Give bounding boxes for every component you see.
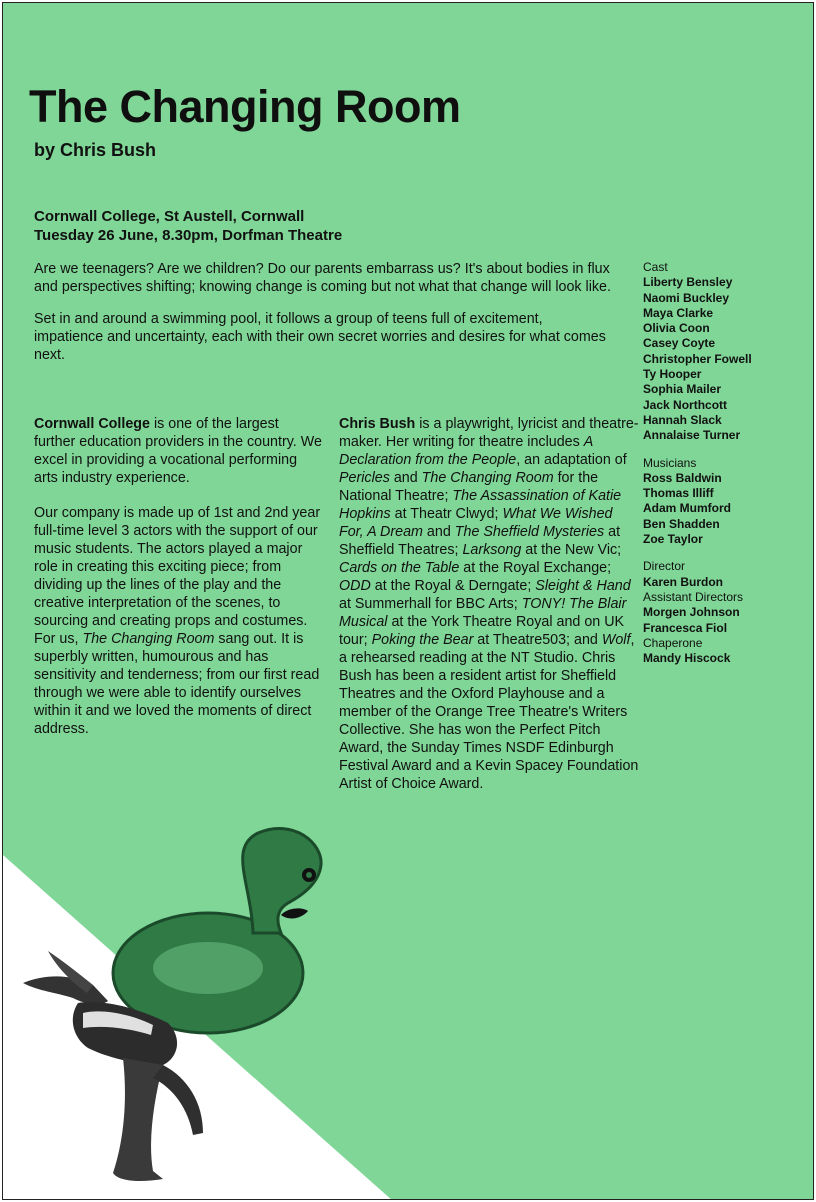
page-title: The Changing Room [29,81,461,132]
venue-location: Cornwall College, St Austell, Cornwall [34,208,305,225]
crew-group [643,559,813,666]
musician: Adam Mumford [643,501,731,516]
college-column [34,415,324,755]
musicians-group [643,456,813,548]
venue-block [34,207,342,245]
bio-paragraph: Chris Bush is a playwright, lyricist and theatre-maker. Her writing for theatre includes A Declaration from the People, an adaptation of Pericles and The Changing Room for the National Theatre; The Assassination of Katie Hopkins at Theatr Clwyd; What We Wished For, A Dream and The Sheffield Mysteries at Sheffield Theatres; Larksong at the New Vic; Cards on the Table at the Royal Exchange; ODD at the Royal & Derngate; Sleight & Hand at Summerhall for BBC Arts; TONY! The Blair Musical at the York Theatre Royal and on UK tour; Poking the Bear at Theatre503; and Wolf, a rehearsed reading at the NT Studio. Chris Bush has been a resident artist for Sheffield Theatres and the Oxford Playhouse and a member of the Orange Tree Theatre's Writers Collective. She has won the Perfect Pitch Award, the Sunday Times NSDF Edinburgh Festival Award and a Kevin Spacey Foundation Artist of Choice Award. [339,416,639,792]
intro-paragraph: Set in and around a swimming pool, it follows a group of teens full of excitement, impatience and uncertainty, each with their own secret worries and desires for what comes next. [34,311,606,363]
chaperone-name: Mandy Hiscock [643,651,731,666]
playwright-bio [339,415,639,810]
director-name: Karen Burdon [643,574,724,589]
director-label: Director [643,559,686,574]
musician: Ross Baldwin [643,470,722,485]
cast-group [643,260,813,444]
assistant-directors-label: Assistant Directors [643,589,744,604]
musicians-label: Musicians [643,455,697,470]
chaperone-label: Chaperone [643,635,703,650]
cast-member: Naomi Buckley [643,290,730,305]
musician: Thomas Illiff [643,486,714,501]
assistant-director: Francesca Fiol [643,620,728,635]
playwright-name: Chris Bush [339,416,416,432]
assistant-director: Morgen Johnson [643,605,740,620]
cast-member: Liberty Bensley [643,275,733,290]
cast-member: Ty Hooper [643,367,702,382]
flamingo-artwork [3,803,814,1200]
intro [34,260,614,378]
byline: by Chris Bush [34,140,157,160]
cast-member: Jack Northcott [643,397,728,412]
college-paragraph: Cornwall College is one of the largest further education providers in the country. We excel in providing a vocational performing arts industry experience. [34,416,322,486]
musician: Zoe Taylor [643,532,703,547]
cast-member: Annalaise Turner [643,428,741,443]
credits [643,260,813,678]
musician: Ben Shadden [643,516,720,531]
venue-date-time: Tuesday 26 June, 8.30pm, Dorfman Theatre [34,227,343,244]
college-name: Cornwall College [34,416,150,432]
cast-member: Olivia Coon [643,321,710,336]
college-paragraph: Our company is made up of 1st and 2nd year full-time level 3 actors with the support of our music students. The actors played a major role in creating this exciting piece; from dividing up the lines of the play and the creative interpretation of the scenes, to sourcing and creating props and costumes. For us, The Changing Room sang out. It is superbly written, humourous and has sensitivity and tenderness; from our first read through we were able to identify ourselves within it and we loved the moments of direct address. [34,505,321,737]
cast-member: Christopher Fowell [643,351,752,366]
cast-label: Cast [643,260,668,274]
flamingo-float-icon [113,828,321,1033]
cast-member: Sophia Mailer [643,382,722,397]
cast-member: Casey Coyte [643,336,716,351]
cast-member: Maya Clarke [643,305,714,320]
intro-paragraph: Are we teenagers? Are we children? Do our parents embarrass us? It's about bodies in flux and perspectives shifting; knowing change is coming but not what that change will look like. [34,261,611,295]
programme-page [2,2,814,1200]
cast-member: Hannah Slack [643,412,722,427]
